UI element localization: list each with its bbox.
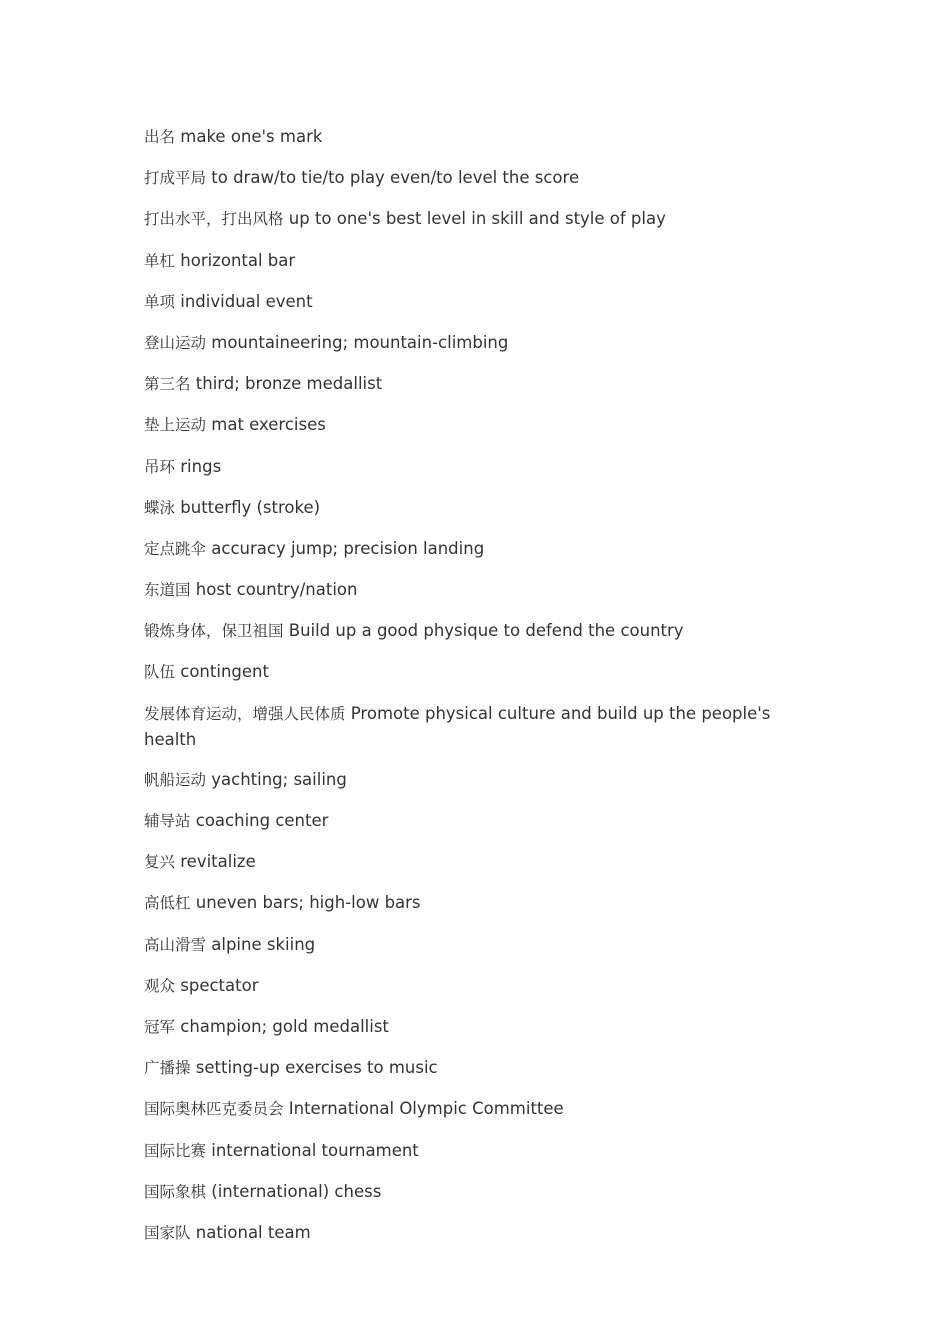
chinese-term: 国际比赛 [144, 1141, 207, 1160]
english-term: butterfly (stroke) [180, 497, 321, 517]
english-term: setting-up exercises to music [195, 1058, 438, 1078]
chinese-term: 高山滑雪 [144, 935, 207, 954]
english-term: Promote physical culture and build up the people's health [144, 703, 771, 749]
english-term: third; bronze medallist [195, 374, 383, 394]
glossary-entry [144, 767, 804, 793]
english-term: Build up a good physique to defend the country [288, 621, 684, 641]
glossary-entry [144, 1138, 804, 1164]
glossary-entry [144, 124, 804, 150]
chinese-term: 东道国 [144, 581, 191, 600]
glossary-entry [144, 165, 804, 191]
chinese-term: 打出水平，打出风格 [144, 210, 284, 229]
english-term: spectator [180, 975, 259, 995]
glossary-entry [144, 330, 804, 356]
english-term: champion; gold medallist [180, 1016, 389, 1036]
english-term: national team [195, 1222, 311, 1242]
english-term: International Olympic Committee [288, 1099, 564, 1119]
glossary-entry [144, 412, 804, 438]
glossary-entry [144, 454, 804, 480]
glossary-entry [144, 495, 804, 521]
glossary-entry [144, 890, 804, 916]
english-term: revitalize [180, 852, 256, 872]
glossary-entry [144, 1014, 804, 1040]
english-term: make one's mark [180, 127, 323, 146]
english-term: contingent [180, 662, 269, 682]
glossary-entry [144, 577, 804, 603]
chinese-term: 广播操 [144, 1059, 191, 1078]
glossary-entry [144, 932, 804, 958]
glossary-entry [144, 659, 804, 685]
english-term: individual event [180, 291, 313, 311]
english-term: rings [180, 456, 222, 476]
glossary-entry [144, 1055, 804, 1081]
chinese-term: 观众 [144, 976, 176, 995]
chinese-term: 垫上运动 [144, 416, 207, 435]
chinese-term: 国家队 [144, 1223, 191, 1242]
glossary-entry [144, 289, 804, 315]
chinese-term: 吊环 [144, 457, 176, 476]
english-term: to draw/to tie/to play even/to level the score [211, 168, 580, 188]
chinese-term: 出名 [144, 128, 176, 146]
glossary-entry [144, 371, 804, 397]
chinese-term: 蝶泳 [144, 498, 176, 517]
chinese-term: 单杠 [144, 251, 176, 270]
english-term: alpine skiing [211, 934, 316, 954]
chinese-term: 复兴 [144, 853, 176, 872]
chinese-term: 登山运动 [144, 333, 207, 352]
english-term: up to one's best level in skill and style of play [288, 209, 666, 229]
glossary-list [144, 124, 804, 1261]
chinese-term: 队伍 [144, 663, 176, 682]
glossary-entry [144, 248, 804, 274]
english-term: international tournament [211, 1140, 419, 1160]
chinese-term: 国际象棋 [144, 1182, 207, 1201]
english-term: host country/nation [195, 580, 358, 600]
english-term: mountaineering; mountain-climbing [211, 332, 509, 352]
glossary-entry [144, 536, 804, 562]
chinese-term: 锻炼身体，保卫祖国 [144, 622, 284, 641]
chinese-term: 辅导站 [144, 812, 191, 830]
glossary-entry [144, 1220, 804, 1246]
chinese-term: 国际奥林匹克委员会 [144, 1100, 284, 1119]
chinese-term: 打成平局 [144, 169, 207, 188]
chinese-term: 发展体育运动，增强人民体质 [144, 704, 346, 723]
glossary-entry [144, 618, 804, 644]
english-term: mat exercises [211, 415, 326, 435]
chinese-term: 单项 [144, 292, 176, 311]
english-term: coaching center [195, 811, 329, 830]
glossary-entry [144, 1179, 804, 1205]
chinese-term: 定点跳伞 [144, 539, 207, 558]
chinese-term: 高低杠 [144, 894, 191, 913]
glossary-entry [144, 701, 804, 752]
english-term: accuracy jump; precision landing [211, 538, 485, 558]
english-term: (international) chess [211, 1181, 382, 1201]
english-term: uneven bars; high-low bars [195, 893, 421, 913]
chinese-term: 帆船运动 [144, 770, 207, 789]
glossary-entry [144, 849, 804, 875]
chinese-term: 第三名 [144, 375, 191, 394]
glossary-entry [144, 808, 804, 834]
english-term: horizontal bar [180, 250, 296, 270]
glossary-entry [144, 1096, 804, 1122]
english-term: yachting; sailing [211, 769, 347, 789]
glossary-entry [144, 206, 804, 232]
glossary-entry [144, 973, 804, 999]
chinese-term: 冠军 [144, 1017, 176, 1036]
